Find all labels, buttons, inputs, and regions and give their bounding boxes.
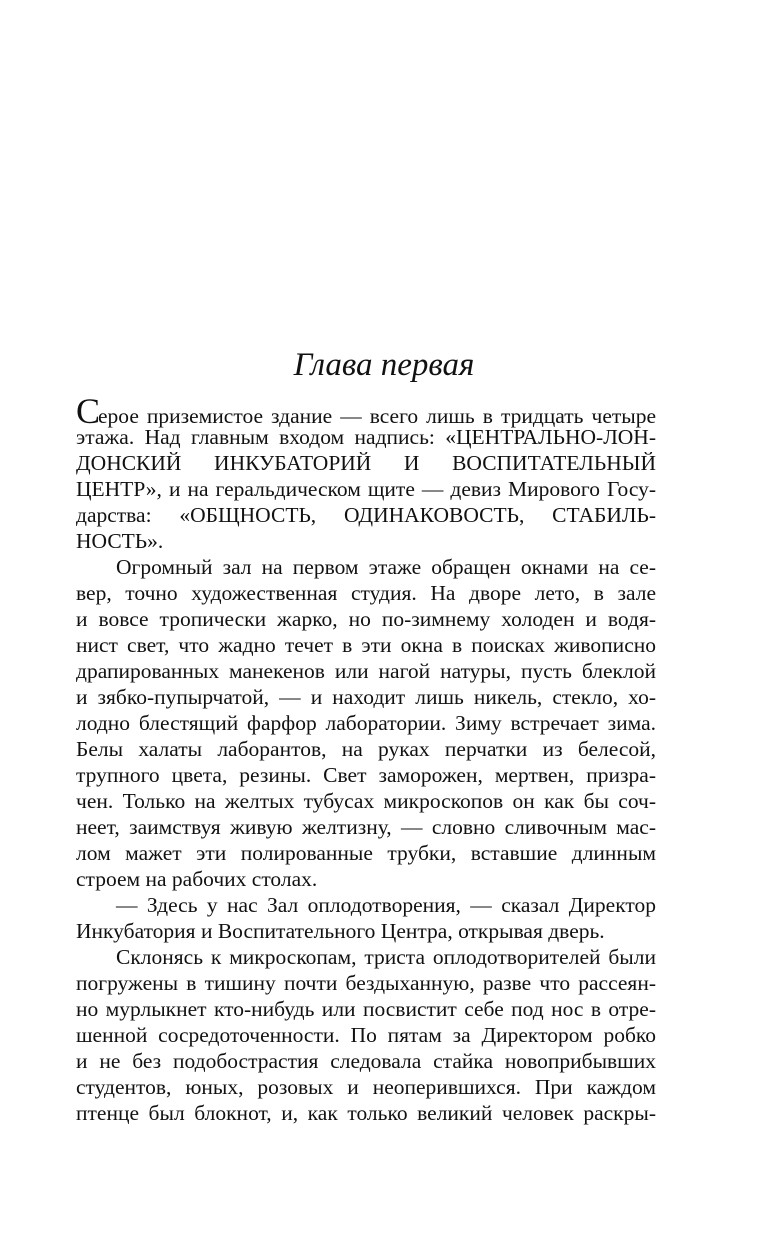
paragraph	[76, 391, 656, 554]
text-line: и зябко-пупырчатой, — и находит лишь никель, стекло, хо-	[76, 685, 656, 709]
text-line: шенной сосредоточенности. По пятам за Директором робко	[76, 1023, 656, 1047]
text-line-content: Серое приземистое здание — всего лишь в тридцать четыре	[76, 391, 656, 431]
text-line: НОСТЬ».	[76, 529, 164, 553]
text-line	[76, 391, 656, 431]
text-line: лодно блестящий фарфор лаборатории. Зиму встречает зима.	[76, 711, 656, 735]
text-line: чен. Только на желтых тубусах микроскопов он как бы соч-	[76, 789, 656, 813]
text-line: ЦЕНТР», и на геральдическом щите — девиз Мирового Госу-	[76, 477, 656, 501]
text-line: этажа. Над главным входом надпись: «ЦЕНТРАЛЬНО-ЛОН-	[76, 425, 656, 449]
text-line: ДОНСКИЙ ИНКУБАТОРИЙ И ВОСПИТАТЕЛЬНЫЙ	[76, 451, 656, 475]
text-line: Огромный зал на первом этаже обращен окнами на се-	[116, 555, 656, 579]
drop-cap: С	[76, 391, 99, 431]
text-line: Инкубатория и Воспитательного Центра, открывая дверь.	[76, 919, 605, 943]
text-line: трупного цвета, резины. Свет заморожен, мертвен, призра-	[76, 763, 656, 787]
text-line: студентов, юных, розовых и неоперившихся. При каждом	[76, 1075, 656, 1099]
text-line: и не без подобострастия следовала стайка новоприбывших	[76, 1049, 656, 1073]
body-text	[76, 391, 656, 1126]
text-line: драпированных манекенов или нагой натуры, пусть блеклой	[76, 659, 656, 683]
text-line: дарства: «ОБЩНОСТЬ, ОДИНАКОВОСТЬ, СТАБИЛЬ-	[76, 503, 656, 527]
text-line: но мурлыкнет кто-нибудь или посвистит себе под нос в отре-	[76, 997, 656, 1021]
text-line: лом мажет эти полированные трубки, вставшие длинным	[76, 841, 656, 865]
paragraph	[76, 944, 656, 1126]
text-line: Склонясь к микроскопам, триста оплодотворителей были	[116, 945, 656, 969]
text-line: вер, точно художественная студия. На дворе лето, в зале	[76, 581, 656, 605]
text-line: неет, заимствуя живую желтизну, — словно сливочным мас-	[76, 815, 656, 839]
text-line: нист свет, что жадно течет в эти окна в поисках живописно	[76, 633, 656, 657]
paragraph	[76, 554, 656, 892]
text-line: птенце был блокнот, и, как только великий человек раскры-	[76, 1101, 656, 1125]
paragraph	[76, 892, 656, 944]
text-line: строем на рабочих столах.	[76, 867, 318, 891]
text-line: Белы халаты лаборантов, на руках перчатки из белесой,	[76, 737, 656, 761]
chapter-title: Глава первая	[293, 347, 475, 383]
text-line: и вовсе тропически жарко, но по-зимнему холоден и водя-	[76, 607, 656, 631]
text-line: — Здесь у нас Зал оплодотворения, — сказал Директор	[116, 893, 656, 917]
text-line: погружены в тишину почти бездыханную, разве что рассеян-	[76, 971, 656, 995]
